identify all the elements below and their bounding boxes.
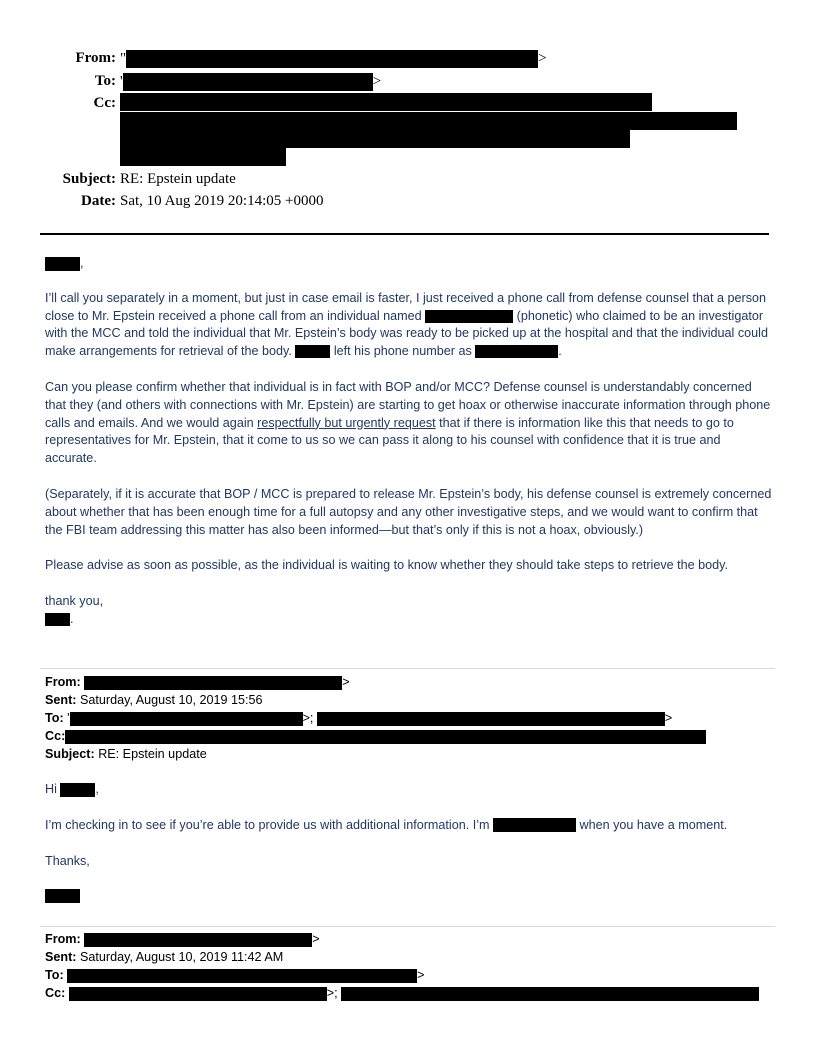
date-value: Sat, 10 Aug 2019 20:14:05 +0000 xyxy=(120,193,324,209)
redaction xyxy=(123,73,373,91)
paragraph: I’ll call you separately in a moment, but just in case email is faster, I just received a phone call from defense counsel that a person close to Mr. Epstein received a phone call from an individual named (phonetic) who claimed to be an investigator with the MCC and told the individual that Mr. Epstein’s body was ready to be picked up at the hospital and that the individual could make arrangements for retrieval of the body. left his phone number as . xyxy=(45,290,768,359)
subject-value: RE: Epstein update xyxy=(98,747,207,761)
paragraph: Please advise as soon as possible, as the individual is waiting to know whether they should take steps to retrieve the body. xyxy=(45,558,729,573)
greeting: Hi , xyxy=(45,782,99,796)
to-label: To: xyxy=(94,73,116,89)
message-separator xyxy=(40,668,775,669)
paragraph: (Separately, if it is accurate that BOP / MCC is prepared to release Mr. Epstein’s body, his defense counsel is extremely concerned about whether that has been enough time for a full autopsy and any other investigative steps, and we would want to confirm that the FBI team addressing this matter has also been informed—but that’s only if this is not a hoax, obviously.) xyxy=(45,486,772,537)
message-body xyxy=(45,255,773,629)
to-label: To: xyxy=(45,968,64,982)
redaction xyxy=(84,933,312,947)
cc-label: Cc: xyxy=(45,986,66,1000)
from-label: From: xyxy=(45,932,81,946)
redaction xyxy=(69,987,327,1001)
redaction xyxy=(45,257,80,271)
redaction xyxy=(70,712,303,726)
subject-value: RE: Epstein update xyxy=(120,171,236,187)
sent-value: Saturday, August 10, 2019 11:42 AM xyxy=(79,950,284,964)
redaction xyxy=(493,818,576,832)
sent-label: Sent: xyxy=(45,950,77,964)
paragraph: I’m checking in to see if you’re able to provide us with additional information. I’m when you have a moment. xyxy=(45,817,728,832)
closing: Thanks, xyxy=(45,853,90,868)
redaction xyxy=(425,310,513,323)
from-label: From: xyxy=(45,675,81,689)
cc-label: Cc: xyxy=(45,729,66,743)
redaction xyxy=(317,712,665,726)
redaction xyxy=(295,345,330,358)
redaction xyxy=(120,93,652,111)
redaction xyxy=(65,730,706,744)
message-separator xyxy=(40,926,775,927)
subject-label: Subject: xyxy=(62,171,116,187)
paragraph: Can you please confirm whether that individual is in fact with BOP and/or MCC? Defense counsel is understandably concerned that they (and others with connections with Mr. Epstein) are starting to get hoax or otherwise inaccurate information through phone calls and emails. And we would again respectfully but urgently request that if there is information like this that needs to go to representatives for Mr. Epstein, that it come to us so we can pass it along to his counsel with confidence that it is true and accurate. xyxy=(45,379,771,466)
redaction xyxy=(341,987,759,1001)
sent-value: Saturday, August 10, 2019 15:56 xyxy=(79,693,263,707)
redaction xyxy=(84,676,342,690)
from-label: From: xyxy=(75,50,116,66)
signature xyxy=(45,887,773,905)
redaction xyxy=(120,112,737,130)
redaction xyxy=(45,613,70,626)
redaction xyxy=(60,783,95,797)
to-label: To: xyxy=(45,711,64,725)
redaction xyxy=(67,969,417,983)
redaction xyxy=(45,889,80,903)
redaction xyxy=(120,148,286,166)
greeting: , xyxy=(45,255,773,273)
closing: thank you, xyxy=(45,594,104,609)
redaction xyxy=(475,345,558,358)
redaction xyxy=(126,50,538,68)
to-value: ' > xyxy=(120,73,382,90)
header-divider xyxy=(40,233,769,235)
quoted-header: From: > Sent: Saturday, August 10, 2019 15:56 To: ' >; > Cc: Subject: RE: Epstein update xyxy=(45,673,706,763)
sent-label: Sent: xyxy=(45,693,77,707)
subject-label: Subject: xyxy=(45,747,95,761)
from-value: " > xyxy=(120,50,547,67)
quoted-header: From: > Sent: Saturday, August 10, 2019 11:42 AM To: > Cc: >; xyxy=(45,930,759,1002)
cc-label: Cc: xyxy=(93,95,116,111)
email-header xyxy=(0,0,816,220)
date-label: Date: xyxy=(81,193,116,209)
message-body xyxy=(45,781,773,905)
signature: . xyxy=(45,611,773,629)
redaction xyxy=(120,130,630,148)
